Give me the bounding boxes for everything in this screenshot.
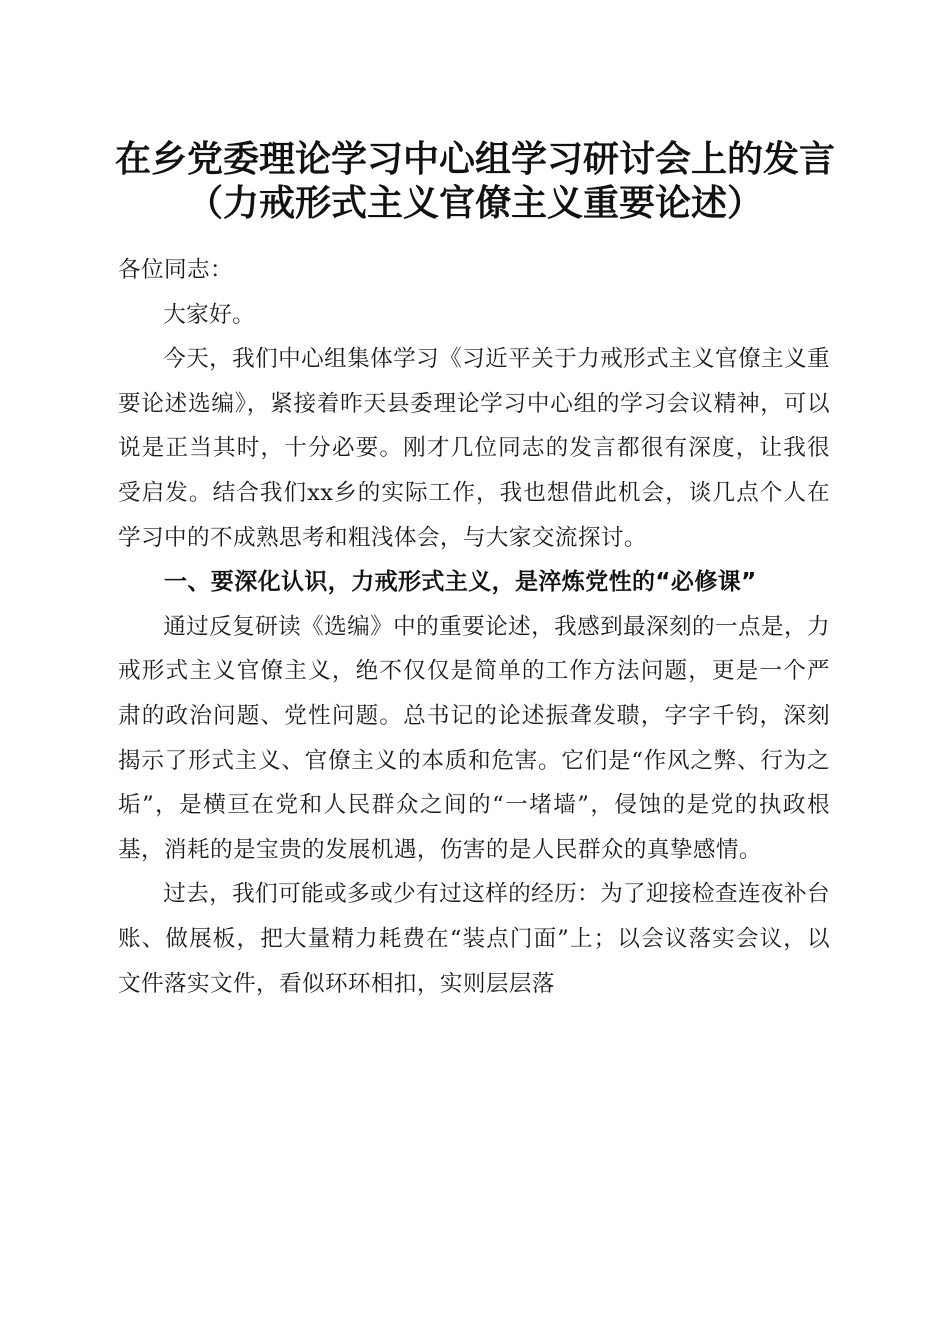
section-paragraph: 通过反复研读《选编》中的重要论述，我感到最深刻的一点是，力戒形式主义官僚主义，绝不仅仅是简单的工作方法问题，更是一个严肃的政治问题、党性问题。总书记的论述振聋发聩，字字千钧，深刻揭示了形式主义、官僚主义的本质和危害。它们是“作风之弊、行为之垢”，是横亘在党和人民群众之间的“一堵墙”，侵蚀的是党的执政根基，消耗的是宝贵的发展机遇，伤害的是人民群众的真挚感情。 xyxy=(118,613,831,863)
intro-paragraph: 今天，我们中心组集体学习《习近平关于力戒形式主义官僚主义重要论述选编》，紧接着昨天县委理论学习中心组的学习会议精神，可以说是正当其时，十分必要。刚才几位同志的发言都很有深度，让我很受启发。结合我们xx乡的实际工作，我也想借此机会，谈几点个人在学习中的不成熟思考和粗浅体会，与大家交流探讨。 xyxy=(118,346,831,551)
section-paragraph: 过去，我们可能或多或少有过这样的经历：为了迎接检查连夜补台账、做展板，把大量精力耗费在“装点门面”上；以会议落实会议，以文件落实文件，看似环环相扣，实则层层落 xyxy=(118,881,831,997)
document-subtitle: （力戒形式主义官僚主义重要论述） xyxy=(186,182,763,224)
document-title: 在乡党委理论学习中心组学习研讨会上的发言 xyxy=(114,138,835,180)
document-body xyxy=(118,248,830,1006)
section-heading: 一、要深化认识，力戒形式主义，是淬炼党性的“必修课” xyxy=(164,569,757,596)
greeting-paragraph: 大家好。 xyxy=(163,301,256,328)
salutation: 各位同志： xyxy=(118,257,233,283)
